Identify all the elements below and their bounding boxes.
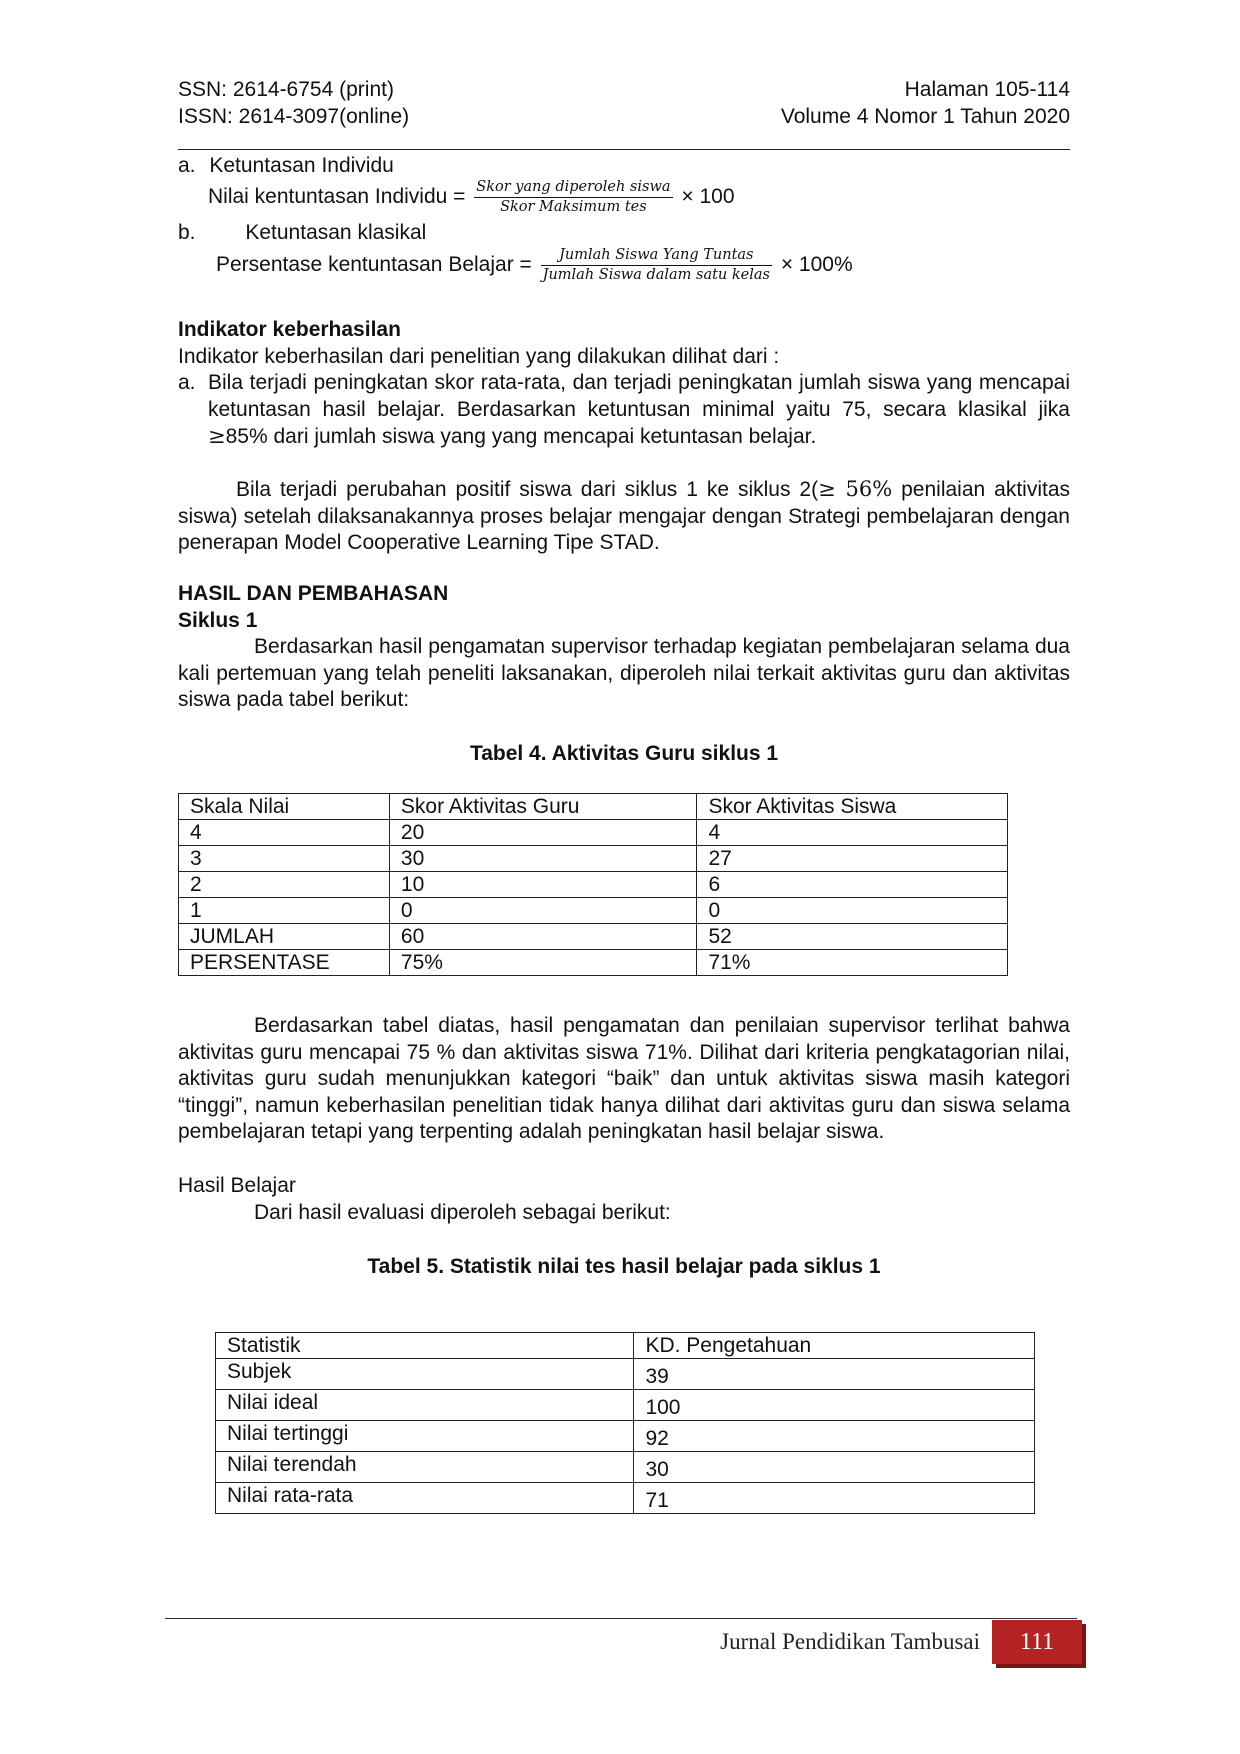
table-cell: 27 <box>697 846 1008 872</box>
table4-header-row <box>179 794 1008 820</box>
table-cell: 39 <box>634 1359 1035 1390</box>
table4-header-cell: Skala Nilai <box>179 794 390 820</box>
formula-a <box>208 178 735 217</box>
table-row <box>216 1390 1035 1421</box>
table-cell: 0 <box>389 898 697 924</box>
table-cell: Subjek <box>216 1359 634 1390</box>
table-row <box>179 820 1008 846</box>
formula-b-denominator: Jumlah Siswa dalam satu kelas <box>542 267 770 283</box>
table5-header-cell: Statistik <box>216 1333 634 1359</box>
table-row <box>179 898 1008 924</box>
table-cell: 4 <box>179 820 390 846</box>
table-row <box>216 1452 1035 1483</box>
table4 <box>178 793 1008 976</box>
evaluasi-intro: Dari hasil evaluasi diperoleh sebagai berikut: <box>254 1201 671 1224</box>
table-cell: 3 <box>179 846 390 872</box>
indikator-paragraph-b <box>178 476 1070 557</box>
formula-b-label: b. <box>178 221 196 244</box>
table-row <box>216 1421 1035 1452</box>
table-cell: 30 <box>389 846 697 872</box>
table5-header-row <box>216 1333 1035 1359</box>
formula-b-title: Ketuntasan klasikal <box>245 221 427 244</box>
greater-equal-symbol: ≥ <box>208 424 226 448</box>
indikator-item-a <box>178 370 1070 451</box>
formula-b-rhs: × 100% <box>780 253 853 277</box>
table-cell: 20 <box>389 820 697 846</box>
table-cell: 4 <box>697 820 1008 846</box>
table-cell: JUMLAH <box>179 924 390 950</box>
table-cell: 71 <box>634 1483 1035 1514</box>
table-row-persentase <box>179 950 1008 976</box>
indikator-paragraph-b-2: penilaian aktivitas siswa) setelah dilaksanakannya proses belajar mengajar dengan Strategi pembelajaran dengan penerapan Model Cooperative Learning Tipe STAD. <box>178 478 1071 554</box>
formula-a-numerator: Skor yang diperoleh siswa <box>474 178 672 198</box>
table-row <box>179 846 1008 872</box>
volume-info: Volume 4 Nomor 1 Tahun 2020 <box>780 105 1070 128</box>
formula-a-fraction <box>474 178 672 217</box>
table-cell: 30 <box>634 1452 1035 1483</box>
table5-caption: Tabel 5. Statistik nilai tes hasil belajar pada siklus 1 <box>367 1255 881 1278</box>
indikator-item-a-text-2: 85% dari jumlah siswa yang yang mencapai ketuntasan belajar. <box>225 425 817 448</box>
issn-print: SSN: 2614-6754 (print) <box>178 78 394 101</box>
page-range: Halaman 105-114 <box>904 78 1070 101</box>
issn-online: ISSN: 2614-3097(online) <box>178 105 410 128</box>
table-cell: Nilai rata-rata <box>216 1483 634 1514</box>
formula-a-lhs: Nilai kentuntasan Individu = <box>208 185 466 209</box>
table-cell: Nilai terendah <box>216 1452 634 1483</box>
table-cell: PERSENTASE <box>179 950 390 976</box>
table-cell: 75% <box>389 950 697 976</box>
table-cell: Nilai tertinggi <box>216 1421 634 1452</box>
table-cell: 92 <box>634 1421 1035 1452</box>
indikator-item-a-label: a. <box>178 371 196 394</box>
footer-divider <box>165 1618 1077 1619</box>
formula-a-heading <box>178 152 394 179</box>
greater-equal-56: ≥ 56% <box>818 477 893 501</box>
table-cell: Nilai ideal <box>216 1390 634 1421</box>
formula-a-label: a. <box>178 154 196 177</box>
header-volume <box>781 76 1070 130</box>
table-cell: 6 <box>697 872 1008 898</box>
footer-journal-name: Jurnal Pendidikan Tambusai <box>720 1629 980 1654</box>
formula-b-numerator: Jumlah Siswa Yang Tuntas <box>541 246 772 266</box>
indikator-item-a-text-1: Bila terjadi peningkatan skor rata-rata, dan terjadi peningkatan jumlah siswa yang mencapai ketuntasan hasil belajar. Berdasarkan ketuntusan minimal yaitu 75, secara klasikal jika <box>208 371 1070 421</box>
indikator-item-a-text <box>208 370 1070 451</box>
subsection-siklus-1: Siklus 1 <box>178 609 258 632</box>
formula-a-rhs: × 100 <box>681 185 735 209</box>
indikator-paragraph-b-1: Bila terjadi perubahan positif siswa dari siklus 1 ke siklus 2( <box>236 478 819 501</box>
table4-discussion: Berdasarkan tabel diatas, hasil pengamatan dan penilaian supervisor terlihat bahwa aktivitas guru mencapai 75 % dan aktivitas siswa 71%. Dilihat dari kriteria pengkatagorian nilai, aktivitas guru sudah menunjukkan kategori “baik” dan untuk aktivitas siswa masih kategori “tinggi”, namun keberhasilan penelitian tidak hanya dilihat dari aktivitas guru dan siswa selama pembelajaran tetapi yang terpenting adalah peningkatan hasil belajar siswa. <box>178 1014 1070 1143</box>
table-cell: 60 <box>389 924 697 950</box>
header-issn <box>178 76 409 130</box>
table-cell: 100 <box>634 1390 1035 1421</box>
table-cell: 52 <box>697 924 1008 950</box>
formula-b-heading <box>178 219 426 246</box>
table-row <box>216 1359 1035 1390</box>
formula-a-title: Ketuntasan Individu <box>209 154 394 177</box>
table-row <box>216 1483 1035 1514</box>
table4-header-cell: Skor Aktivitas Guru <box>389 794 697 820</box>
table-cell: 2 <box>179 872 390 898</box>
hasil-paragraph-1: Berdasarkan hasil pengamatan supervisor terhadap kegiatan pembelajaran selama dua kali pertemuan yang telah peneliti laksanakan, diperoleh nilai terkait aktivitas guru dan aktivitas siswa pada tabel berikut: <box>178 635 1070 711</box>
formula-b-lhs: Persentase kentuntasan Belajar = <box>216 253 532 277</box>
formula-b <box>216 246 853 285</box>
indikator-intro: Indikator keberhasilan dari penelitian yang dilakukan dilihat dari : <box>178 345 780 368</box>
table5-header-cell: KD. Pengetahuan <box>634 1333 1035 1359</box>
section-heading-hasil: HASIL DAN PEMBAHASAN <box>178 582 449 605</box>
table-cell: 0 <box>697 898 1008 924</box>
table4-caption: Tabel 4. Aktivitas Guru siklus 1 <box>469 742 779 765</box>
indikator-heading: Indikator keberhasilan <box>178 318 401 341</box>
table-row <box>179 872 1008 898</box>
table-cell: 1 <box>179 898 390 924</box>
header-divider <box>178 149 1070 150</box>
page-number-badge: 111 <box>992 1620 1082 1664</box>
hasil-belajar-heading: Hasil Belajar <box>178 1174 296 1197</box>
table-cell: 10 <box>389 872 697 898</box>
formula-a-denominator: Skor Maksimum tes <box>500 199 647 215</box>
table-row-jumlah <box>179 924 1008 950</box>
formula-b-fraction <box>541 246 772 285</box>
table-cell: 71% <box>697 950 1008 976</box>
table5 <box>215 1332 1035 1514</box>
table4-header-cell: Skor Aktivitas Siswa <box>697 794 1008 820</box>
